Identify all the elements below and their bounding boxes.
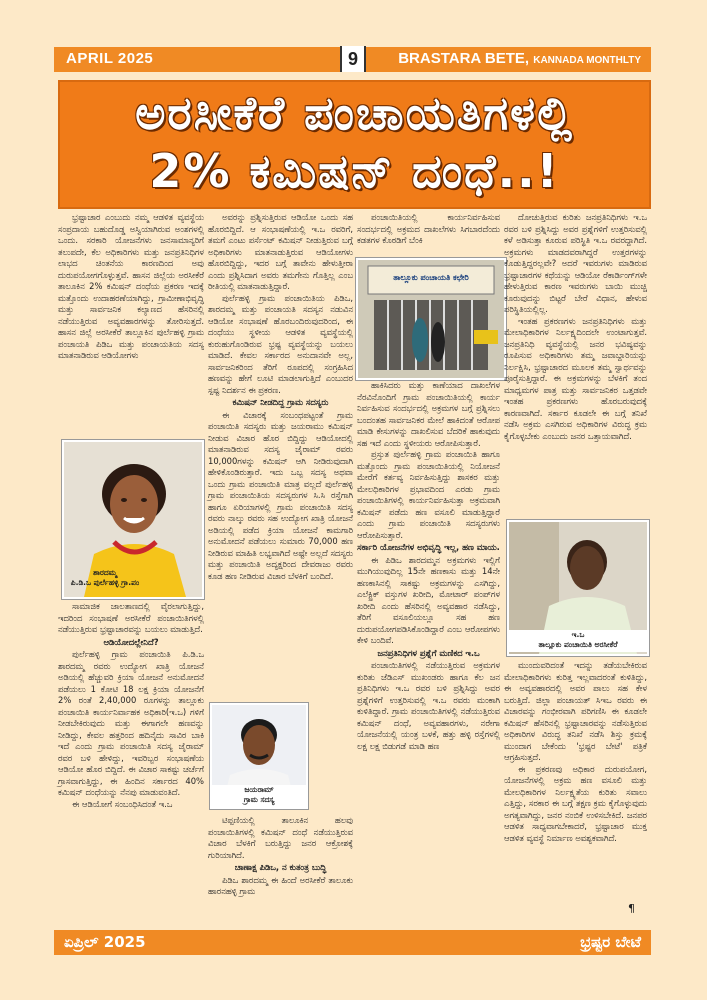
- paragraph: ಈ ಪ್ರಕರಣವು ಅಧಿಕಾರ ದುರುಪಯೋಗ, ಯೋಜನೆಗಳಲ್ಲಿ ಅಕ್ರಮ ಹಣ ವಸೂಲಿ ಮತ್ತು ಮೇಲಧಿಕಾರಿಗಳ ನಿರ್ಲಕ್ಷ್ಯತೆಯ ಕುರಿತು ಸವಾಲು ಎತ್ತಿದ್ದು, ಸರಕಾರ ಈ ಬಗ್ಗೆ ತಕ್ಷಣ ಕ್ರಮ ಕೈಗೊಳ್ಳುವುದು ಅಗತ್ಯವಾಗಿದ್ದು, ಜನರ ನಂಬಿಕೆ ಉಳಿಸಬೇಕಿದೆ. ಜನಪರ ಆಡಳಿತ ಸಾಧ್ಯವಾಗಬೇಕಾದರೆ, ಭ್ರಷ್ಟಾಚಾರ ಮುಕ್ತ ಆಡಳಿತ ವ್ಯವಸ್ಥೆ ನಿರ್ಮಾಣ ಅವಶ್ಯಕವಾಗಿದೆ.: [504, 763, 647, 843]
- subheading: ಸರ್ಕಾರಿ ಯೋಜನೆಗಳ ಅಭಿವೃದ್ಧಿ ಇಲ್ಲ, ಹಣ ಮಾಯ.: [357, 542, 500, 552]
- paragraph: ಪ್ರಸ್ತುತ ಪುರ್ಲೆಹಳ್ಳಿ ಗ್ರಾಮ ಪಂಚಾಯಿತಿ ಹಾಗೂ ಮತ್ತೊಂದು ಗ್ರಾಮ ಪಂಚಾಯಿತಿಯಲ್ಲಿ ನಿಯೋಜನೆ ಮೇರೆಗೆ ಕರ್ತವ್ಯ ನಿರ್ವಹಿಸುತ್ತಿದ್ದು ಶಾಸಕರ ಮತ್ತು ಮೇಲಧಿಕಾರಿಗಳ ಪ್ರಭಾವದಿಂದ ಎರಡು ಗ್ರಾಮ ಪಂಚಾಯಿತಿಗಳಲ್ಲಿ ಕಾರ್ಯನಿರ್ವಹಿಸುತ್ತಾ ಅಕ್ರಮವಾಗಿ ಕಮಿಷನ್ ಪಡೆದು ಹಣ ವಸೂಲಿ ಮಾಡುತ್ತಿದ್ದಾರೆ ಎಂದು ಗ್ರಾಮ ಪಂಚಾಯಿತಿ ಸದಸ್ಯರುಗಳು ಆರೋಪಿಸುತ್ತಾರೆ.: [357, 449, 500, 540]
- subheading: ಕಮಿಷನ್ ನೀಡದಿದ್ದ ಗ್ರಾಮ ಸದಸ್ಯರು: [232, 397, 329, 407]
- page-number: 9: [340, 46, 366, 72]
- paragraph: ಪುರ್ಲೆಹಳ್ಳಿ ಗ್ರಾಮ ಪಂಚಾಯಿತಿಯ ಪಿಡಿಒ, ಶಾರದಮ್ಮ ಮತ್ತು ಪಂಚಾಯತಿ ಸದಸ್ಯನ ನಡುವಿನ ಆಡಿಯೋ ಸಂಭಾಷಣೆ ಹೊರಬಂದಿರುವುದರಿಂದ, ಈ ದಂಧೆಯು ಸ್ಥಳೀಯ ಆಡಳಿತ ವ್ಯವಸ್ಥೆಯಲ್ಲಿ ಕುರುಹುಗೊಂಡಿರುವ ಭ್ರಷ್ಟ ವ್ಯವಸ್ಥೆಯನ್ನು ಬಯಲು ಮಾಡಿದೆ. ಕೇವಲ ಸರ್ಕಾರದ ಅನುದಾನವೇ ಅಲ್ಲ, ಸಾರ್ವಜನಿಕರಿಂದ ತೆರಿಗೆ ರೂಪದಲ್ಲಿ ಸಂಗ್ರಹಿಸಿದ ಹಣವನ್ನು ಹೇಗೆ ಲೂಟಿ ಮಾಡಲಾಗುತ್ತಿದೆ ಎಂಬುದರ ಸ್ಪಷ್ಟ ನಿದರ್ಶನ ಈ ಪ್ರಕರಣ.: [208, 292, 353, 395]
- column-2: [208, 212, 353, 582]
- pdo-photo: [62, 440, 204, 599]
- paragraph: ಪಿಡಿಒ ಶಾರದಮ್ಮ ಈ ಹಿಂದೆ ಅರಸೀಕೆರೆ ತಾಲೂಕು ಹಾರನಹಳ್ಳಿ ಗ್ರಾಮ: [208, 874, 353, 896]
- office-sign: ತಾಲ್ಲೂಕು ಪಂಚಾಯತಿ ಕಛೇರಿ: [393, 273, 469, 282]
- column-4-bottom: [504, 660, 647, 844]
- paragraph: ಟಿಪ್ಪಣಿಯಲ್ಲಿ ತಾಲೂಕಿನ ಹಲವು ಪಂಚಾಯಿತಿಗಳಲ್ಲಿ ಕಮಿಷನ್ ದಂಧೆ ನಡೆಯುತ್ತಿರುವ ವಿಚಾರ ಬೆಳಕಿಗೆ ಬರುತ್ತಿದ್ದು ಜನರ ಆಕ್ರೋಶಕ್ಕೆ ಗುರಿಯಾಗಿದೆ.: [208, 815, 353, 860]
- office-photo: [356, 258, 506, 380]
- paragraph: ಸಾಮಾಜಿಕ ಜಾಲತಾಣದಲ್ಲಿ ವೈರಲಾಗುತ್ತಿದ್ದು, ಇದರಿಂದ ಸಂಭಾಷಣೆ ಅರಸೀಕೆರೆ ಪಂಚಾಯಿತಿಗಳಲ್ಲಿ ನಡೆಯುತ್ತಿರುವ ಭ್ರಷ್ಟಾಚಾರವನ್ನು ಬಯಲು ಮಾಡುತ್ತಿದೆ.: [58, 601, 204, 634]
- end-mark: ¶: [628, 902, 635, 915]
- column-2-bottom: [208, 815, 353, 898]
- eo-caption-title: ಇ.ಒ: [571, 630, 585, 639]
- column-3-top: [357, 212, 500, 247]
- headline-box: [58, 80, 651, 209]
- column-4-top: [504, 212, 647, 442]
- paragraph: ಈ ವಿಚಾರಕ್ಕೆ ಸಂಬಂಧಪಟ್ಟಂತೆ ಗ್ರಾಮ ಪಂಚಾಯಿತಿ ಸದಸ್ಯರು ಮತ್ತು ಜಯರಾಮು ಕಮಿಷನ್ ನೀಡುವ ವಿಚಾರ ಹೊರ ಬಿದ್ದಿದ್ದು ಆಡಿಯೋದಲ್ಲಿ ಮಾತನಾಡಿರುವ ಸದಸ್ಯ ಜೈರಾಮ್ ರವರು 10,000ಗಳನ್ನು ಕಮಿಷನ್ ಆಗಿ ನೀಡಿರುವುದಾಗಿ ಹೇಳಿಕೊಂಡಿರುತ್ತಾರೆ. ಇದು ಒಬ್ಬ ಸದಸ್ಯ ಅಥವಾ ಒಂದು ಗ್ರಾಮ ಪಂಚಾಯಿತಿ ಮಾತ್ರ ವಲ್ಲದೆ ಪುರ್ಲೆಹಳ್ಳಿ ಗ್ರಾಮ ಪಂಚಾಯಿತಿಯ ಸದಸ್ಯರುಗಳ ಸಿ.ಸಿ ರಸ್ತೆಗಾಗಿ ಹಾಗೂ ಏರಿಯಾಗಳಲ್ಲಿ ಗ್ರಾಮ ಪಂಚಾಯಿತಿ ಸದಸ್ಯ ರವರು ನಾಲ್ಕು ರವರು ಸಹ ಉದ್ಯೋಗ ಖಾತ್ರಿ ಯೋಜನೆ ಅಡಿಯಲ್ಲಿ ಪಡೆದ ಕ್ರಿಯಾ ಯೋಜನೆ ಕಾಮಗಾರಿ ಅನುಮೋದನೆ ಪಡೆಯಲು ಸುಮಾರು 70,000 ಹಣ ನೀಡಿರುವ ಮಾಹಿತಿ ಲಭ್ಯವಾಗಿದೆ ಅಷ್ಟೇ ಅಲ್ಲದೆ ಸದಸ್ಯರು ಮತ್ತು ಪಂಚಾಯಿತಿ ಅದ್ಯಕ್ಷರಿಂದ ದೇವರಾಜು ರವರು ಕೂಡ ಹಣ ನೀಡಿರುವ ವಿಚಾರ ಬೆಳಕಿಗೆ ಬಂದಿದೆ.: [208, 409, 354, 581]
- eo-photo-caption: [509, 630, 647, 652]
- column-1-bottom: [58, 601, 204, 810]
- paragraph: ಪಂಚಾಯಿತಿಯಲ್ಲಿ ಕಾರ್ಯನಿರ್ವಹಿಸುವ ಸಂದರ್ಭದಲ್ಲಿ ಅಕ್ರಮದ ದಾಖಲೆಗಳು ಸಿಗಬಾರದೆಂದು ಕಡತಗಳ ಕೊಠಡಿಗೆ ಬೆಂಕಿ: [357, 212, 500, 245]
- paragraph: ಪುರ್ಲೆಹಳ್ಳಿ ಗ್ರಾಮ ಪಂಚಾಯಿತಿ ಪಿ.ಡಿ.ಒ ಶಾರದಮ್ಮ ರವರು ಉದ್ಯೋಗ ಖಾತ್ರಿ ಯೋಜನೆ ಅಡಿಯಲ್ಲಿ ಹೆಚ್ಚುವರಿ ಕ್ರಿಯಾ ಯೋಜನೆ ಅನುಮೋದನೆ ಪಡೆಯಲು 1 ಕೋಟಿ 18 ಲಕ್ಷ ಕ್ರಿಯಾ ಯೋಜನೆಗೆ 2% ರಂತೆ 2,40,000 ರೂಗಳನ್ನು ತಾಲ್ಲೂಕು ಪಂಚಾಯಿತಿ ಕಾರ್ಯನಿರ್ವಾಹಕ ಅಧಿಕಾರಿ(ಇ.ಒ) ಗಳಿಗೆ ನೀಡಬೇಕಿರುವುದು ಮತ್ತು ಈಗಾಗಲೇ ಹಣವನ್ನು ನೀಡಿದ್ದು, ಕೇವಲ ಹತ್ತರಿಂದ ಹದಿನೈದು ಸಾವಿರ ಬಾಕಿ ಇದೆ ಎಂದು ಗ್ರಾಮ ಪಂಚಾಯಿತಿ ಸದಸ್ಯ ಜೈರಾಮ್ ರವರ ಬಳಿ ಹೇಳಿದ್ದು, ಇವರಿಬ್ಬರ ಸಂಭಾಷಣೆಯ ಆಡಿಯೋ ಹೊರ ಬಿದ್ದಿದೆ. ಈ ವಿಚಾರ ಸಾಕಷ್ಟು ಚರ್ಚೆಗೆ ಗ್ರಾಸವಾಗುತ್ತಿದ್ದು, ಈ ಹಿಂದಿನ ಸರ್ಕಾರದ 40% ಕಮಿಷನ್ ದಂಧೆಯನ್ನು ನೆನಪು ಮಾಡುವಂತಿದೆ.: [58, 649, 204, 797]
- paragraph: ಭ್ರಷ್ಟಾಚಾರ ಎಂಬುದು ನಮ್ಮ ಆಡಳಿತ ವ್ಯವಸ್ಥೆಯ ಸಂಪ್ರದಾಯ ಬಹುದೊಡ್ಡ ಅಸ್ವಿಯಾಗಿರುವ ಅಂಶಗಳಲ್ಲಿ ಒಂದು. ಸರಕಾರಿ ಯೋಜನೆಗಳು ಜನಸಾಮಾನ್ಯರಿಗೆ ತಲುಪದೇ, ಕೆಲ ಅಧಿಕಾರಿಗಳು ಮತ್ತು ಜನಪ್ರತಿನಿಧಿಗಳ ಲಾಭದ ಚಿಂತನೆಯ ಕಾರಣದಿಂದ ಅವು ದುರುಪಯೋಗಗೊಳ್ಳುತ್ತವೆ. ಹಾಸನ ಜಿಲ್ಲೆಯ ಅರಸೀಕೆರೆ ತಾಲೂಕಿನ 2% ಕಮಿಷನ್ ದಂಧೆಯ ಪ್ರಕರಣ ಇದಕ್ಕೆ ಮತ್ತೊಂದು ಉದಾಹರಣೆಯಾಗಿದ್ದು, ಗ್ರಾಮೀಣಾಭಿವೃದ್ಧಿ ಮತ್ತು ಸಾರ್ವಜನಿಕ ಕಲ್ಯಾಣದ ಹೆಸರಿನಲ್ಲಿ ನಡೆಯುತ್ತಿರುವ ಅವ್ಯವಹಾರಗಳನ್ನು ತೋರಿಸುತ್ತದೆ. ಹಾಸನ ಜಿಲ್ಲೆ ಅರಸೀಕೆರೆ ತಾಲ್ಲೂಕಿನ ಪುರ್ಲೆಹಳ್ಳಿ ಗ್ರಾಮ ಪಂಚಾಯತಿ ಪಿಡಿಒ ಮತ್ತು ಪಂಚಾಯತಿಯ ಸದಸ್ಯ ಮಾತನಾಡಿರುವ ಆಡಿಯೋಗಳು: [58, 212, 204, 360]
- magazine-subtitle: KANNADA MONTHLTY: [533, 55, 641, 66]
- magazine-name: [398, 50, 641, 67]
- subheading: ಆಡಿಯೋದಲ್ಲೇನಿದೆ?: [103, 636, 159, 647]
- footer-magazine: ಭ್ರಷ್ಟರ ಬೇಟೆ: [580, 933, 641, 951]
- magazine-title: BRASTARA BETE,: [398, 50, 530, 67]
- header-month: APRIL 2025: [66, 50, 154, 67]
- paragraph: ಈ ಆಡಿಯೋಗೆ ಸಂಬಂಧಿಸಿದಂತೆ ಇ.ಒ: [72, 798, 173, 809]
- eo-caption-office: ತಾಲ್ಲೂಕು ಪಂಚಾಯಿತಿ ಅರಸೀಕೆರೆ: [538, 640, 618, 649]
- paragraph: ದೋಚುತ್ತಿರುವ ಕುರಿತು ಜನಪ್ರತಿನಿಧಿಗಳು ಇ.ಒ ರವರ ಬಳಿ ಪ್ರಶ್ನಿಸಿದ್ದು ಅವರ ಪ್ರಶ್ನೆಗಳಿಗೆ ಉತ್ತರಿಸುವಲ್ಲಿ ಕಳೆ ಅಡಿಸುತ್ತಾ ಕೂರುವ ಪರಿಸ್ಥಿತಿ ಇ.ಒ ರವರದ್ದಾಗಿದೆ. ಅಕ್ರಮಗಳು ಮಾಡದವರಾಗಿದ್ದರೆ ಉತ್ತರಗಳನ್ನು ಕೊಡುತ್ತಿದ್ದರಲ್ಲವೇ? ಅದರೆ ಇವರುಗಳು ಮಾಡಿರುವ ಭ್ರಷ್ಟಾಚಾರಗಳ ಕಥೆಯನ್ನು ಆಡಿಯೋ ರೆಕಾರ್ಡಿಂಗ್‌ಗಳೇ ಹೇಳುತ್ತಿರುವ ಕಾರಣ ಇವರುಗಳು ಬಾಯಿ ಮುಚ್ಚಿ ಕೂರುವುದನ್ನು ಬಿಟ್ಟರೆ ಬೇರೆ ವಿಧಾನ, ಹೇಳುವ ಪರಿಸ್ಥಿತಿಯಲ್ಲಿಲ್ಲ.: [504, 212, 647, 314]
- headline-line-1: ಅರಸೀಕೆರೆ ಪಂಚಾಯತಿಗಳಲ್ಲಿ: [135, 86, 574, 140]
- headline-line-2: 2% ಕಮಿಷನ್ ದಂಧೆ..!: [149, 144, 560, 198]
- paragraph: ಈ ಪಿಡಿಒ ಶಾರದಮ್ಮನ ಅಕ್ರಮಗಳು ಇಲ್ಲಿಗೆ ಮುಗಿಯುವುದಿಲ್ಲ 15ನೇ ಹಣಕಾಸು ಮತ್ತು 14ನೇ ಹಣಕಾಸಿನಲ್ಲಿ ಸಾಕಷ್ಟು ಅಕ್ರಮಗಳನ್ನು ಎಸಗಿದ್ದು, ಎಲೆಕ್ಟ್ರಿಕ್ ವಸ್ತುಗಳ ಖರೀದಿ, ಮೋಟಾರ್ ಪಂಪ್‌ಗಳ ಖರೀದಿ ಎಂದು ಹೆಸರಿನಲ್ಲಿ ಅವ್ಯವಹಾರ ನಡೆಸಿದ್ದು, ತೆರಿಗೆ ವಸೂಲಿಯಲ್ಲೂ ಸಹ ಹಣ ದುರುಪಯೋಗಪಡಿಸಿಕೊಂಡಿದ್ದಾರೆ ಎಂಬ ಆರೋಪಗಳು ಕೇಳಿ ಬಂದಿವೆ.: [357, 554, 500, 645]
- eo-photo: [507, 520, 649, 656]
- member-photo: [210, 703, 308, 809]
- page-footer-bar: [54, 930, 651, 955]
- paragraph: ಪಂಚಾಯಿತಿಗಳಲ್ಲಿ ನಡೆಯುತ್ತಿರುವ ಅಕ್ರಮಗಳ ಕುರಿತು ಜೆಡಿಎಸ್ ಮುಖಂಡರು ಹಾಗೂ ಕೆಲ ಜನ ಪ್ರತಿನಿಧಿಗಳು ಇ.ಒ ರವರ ಬಳಿ ಪ್ರಶ್ನಿಸಿದ್ದು ಅವರ ಪ್ರಶ್ನೆಗಳಿಗೆ ಉತ್ತರಿಸುವಲ್ಲಿ ಇ.ಒ ರವರು ಮಂಕಾಗಿ ಕುಳಿತಿದ್ದಾರೆ. ಗ್ರಾಮ ಪಂಚಾಯಿತಿಗಳಲ್ಲಿ ನಡೆಯುತ್ತಿರುವ ಕಮಿಷನ್ ದಂಧೆ, ಅವ್ಯವಹಾರಗಳು, ನರೇಗಾ ಯೋಜನೆಯಲ್ಲಿ ಯಂತ್ರ ಬಳಕೆ, ಹತ್ತು ಹಳ್ಳಿ ರಸ್ತೆಗಳಲ್ಲಿ ಲಕ್ಷ ಲಕ್ಷ ಬಿಡುಗಡೆ ಮಾಡಿ ಹಣ: [357, 660, 500, 751]
- subheading: ಚಾಣಾಕ್ಷ ಪಿಡಿಒ, ನ ಕುತಂತ್ರ ಬುದ್ಧಿ: [234, 862, 327, 872]
- member-photo-caption: ಜಯರಾಮ್ ಗ್ರಾಮ ಸದಸ್ಯ: [212, 785, 306, 807]
- subheading: ಜನಪ್ರತಿನಿಧಿಗಳ ಪ್ರಶ್ನೆಗೆ ಮಣಿಕದ ಇ.ಒ: [377, 647, 480, 658]
- pdo-photo-caption: ಶಾರದಮ್ಮ ಪಿ.ಡಿ.ಒ ಪುರ್ಲೆಹಳ್ಳಿ ಗ್ರಾ.ಪಂ: [70, 568, 140, 587]
- footer-month: ಏಪ್ರಿಲ್ 2025: [64, 933, 146, 951]
- paragraph: ಅವರನ್ನು ಪ್ರಶ್ನಿಸುತ್ತಿರುವ ಆಡಿಯೋ ಒಂದು ಸಹ ಹೊರಬಿದ್ದಿದೆ. ಆ ಸಂಭಾಷಣೆಯಲ್ಲಿ ಇ.ಒ ರವರಿಗೆ, ತಮಗೆ ಎಂಟು ಪರ್ಸೆಂಟ್ ಕಮಿಷನ್ ನೀಡುತ್ತಿರುವ ಬಗ್ಗೆ ಅಧಿಕಾರಿಗಳು ಮಾತನಾಡುತ್ತಿರುವ ಆಡಿಯೋಗಳು ಹೊರಬಿದ್ದಿದ್ದು, ಇದರ ಬಗ್ಗೆ ತಾವೇನು ಹೇಳುತ್ತೀರಾ ಎಂದು ಪ್ರಶ್ನಿಸಿದಾಗ ಅವರು ತಮಗೇನು ಗೊತ್ತಿಲ್ಲ ಎಂಬ ರೀತಿಯಲ್ಲಿ ಮಾತನಾಡುತ್ತಿದ್ದಾರೆ.: [208, 212, 353, 291]
- column-2-wrap: [208, 410, 353, 583]
- column-1-top: [58, 212, 204, 362]
- page-header-bar: [54, 47, 651, 72]
- paragraph: ಮುಂದುವರಿದಂತೆ ಇದನ್ನು ತಡೆಯಬೇಕಿರುವ ಮೇಲಾಧಿಕಾರಿಗಳು ಕುರಿತ್ತ ಇಲ್ಲವಾದರಂತೆ ಕುಳಿತಿದ್ದು, ಈ ಅವ್ಯವಹಾರದಲ್ಲಿ ಅವರ ಪಾಲು ಸಹ ಕೇಳ ಬರುತ್ತಿದೆ. ಜಿಲ್ಲಾ ಪಂಚಾಯತ್ ಸಿಇಒ ರವರು ಈ ವಿಚಾರವನ್ನು ಗಂಭೀರವಾಗಿ ಪರಿಗಣಿಸಿ ಈ ಕೂಡಲೇ ಕಮಿಷನ್ ಹೆಸರಿನಲ್ಲಿ ಭ್ರಷ್ಟಾಚಾರವನ್ನು ನಡೆಸುತ್ತಿರುವ ಅಧಿಕಾರಿಗಳ ವಿರುದ್ಧ ತನಿಖೆ ನಡೆಸಿ ಶಿಸ್ತು ಕ್ರಮಕ್ಕೆ ಮುಂದಾಗ ಬೇಕೆಂದು 'ಭ್ರಷ್ಟರ ಬೇಟೆ' ಪತ್ರಿಕೆ ಆಗ್ರಹಿಸುತ್ತದೆ.: [504, 660, 647, 762]
- column-3: [357, 380, 500, 752]
- paragraph: ಹಾಕಿಸಿದರು ಮತ್ತು ಕಾಣೆಯಾದ ದಾಖಲೆಗಳ ನೆರವಿನೊಂದಿಗೆ ಗ್ರಾಮ ಪಂಚಾಯಿತಿಯಲ್ಲಿ ಕಾರ್ಯ ನಿರ್ವಹಿಸುವ ಸಂದರ್ಭದಲ್ಲಿ ಅಕ್ರಮಗಳ ಬಗ್ಗೆ ಪ್ರಶ್ನಿಸಲು ಬಂದಂತಹ ಸಾರ್ವಜನಿಕರ ಮೇಲೆ ಹಾಕಿದಂತೆ ಆರೋಪ ಮಾಡಿ ಕೇಸುಗಳನ್ನು ದಾಖಲಿಸುವ ಬೆದರಿಕೆ ಹಾಕುವುದು ಸಹ ಇದೆ ಎಂದು ಸ್ಥಳೀಯರು ಆರೋಪಿಸುತ್ತಾರೆ.: [357, 380, 500, 448]
- paragraph: ಇಂತಹ ಪ್ರಕರಣಗಳು ಜನಪ್ರತಿನಿಧಿಗಳು ಮತ್ತು ಮೇಲಾಧಿಕಾರಿಗಳ ನಿರ್ಲಕ್ಷ್ಯದಿಂದಲೇ ಉಂಟಾಗುತ್ತವೆ. ಜನಪ್ರತಿನಿಧಿ ವ್ಯವಸ್ಥೆಯಲ್ಲಿ ಜನರ ಭವಿಷ್ಯವನ್ನು ರೂಪಿಸುವ ಅಧಿಕಾರಿಗಳು ತಮ್ಮ ಜವಾಬ್ದಾರಿಯನ್ನು ನಿರ್ಲಕ್ಷಿಸಿ, ಭ್ರಷ್ಟಾಚಾರದ ಮೂಲಕ ತಮ್ಮ ಸ್ವಾರ್ಥವನ್ನು ಪೂರೈಸುತ್ತಿದ್ದಾರೆ. ಈ ಅಕ್ರಮಗಳನ್ನು ಬೆಳಕಿಗೆ ತಂದ ಮಾಧ್ಯಮಗಳ ಪಾತ್ರ ಮತ್ತು ಸಾರ್ವಜನಿಕರ ಒತ್ತಡವೇ ಇಂತಹ ಪ್ರಕರಣಗಳು ಹೊರಬರುವುದಕ್ಕೆ ಕಾರಣವಾಗಿದೆ. ಸರ್ಕಾರ ಕೂಡಲೇ ಈ ಬಗ್ಗೆ ತನಿಖೆ ನಡೆಸಿ ಅಕ್ರಮ ಎಸಗಿರುವ ಅಧಿಕಾರಿಗಳ ವಿರುದ್ಧ ಕ್ರಮ ಕೈಗೊಳ್ಳಬೇಕು ಎಂಬುದು ಜನರ ಒತ್ತಾಯವಾಗಿದೆ.: [504, 315, 647, 441]
